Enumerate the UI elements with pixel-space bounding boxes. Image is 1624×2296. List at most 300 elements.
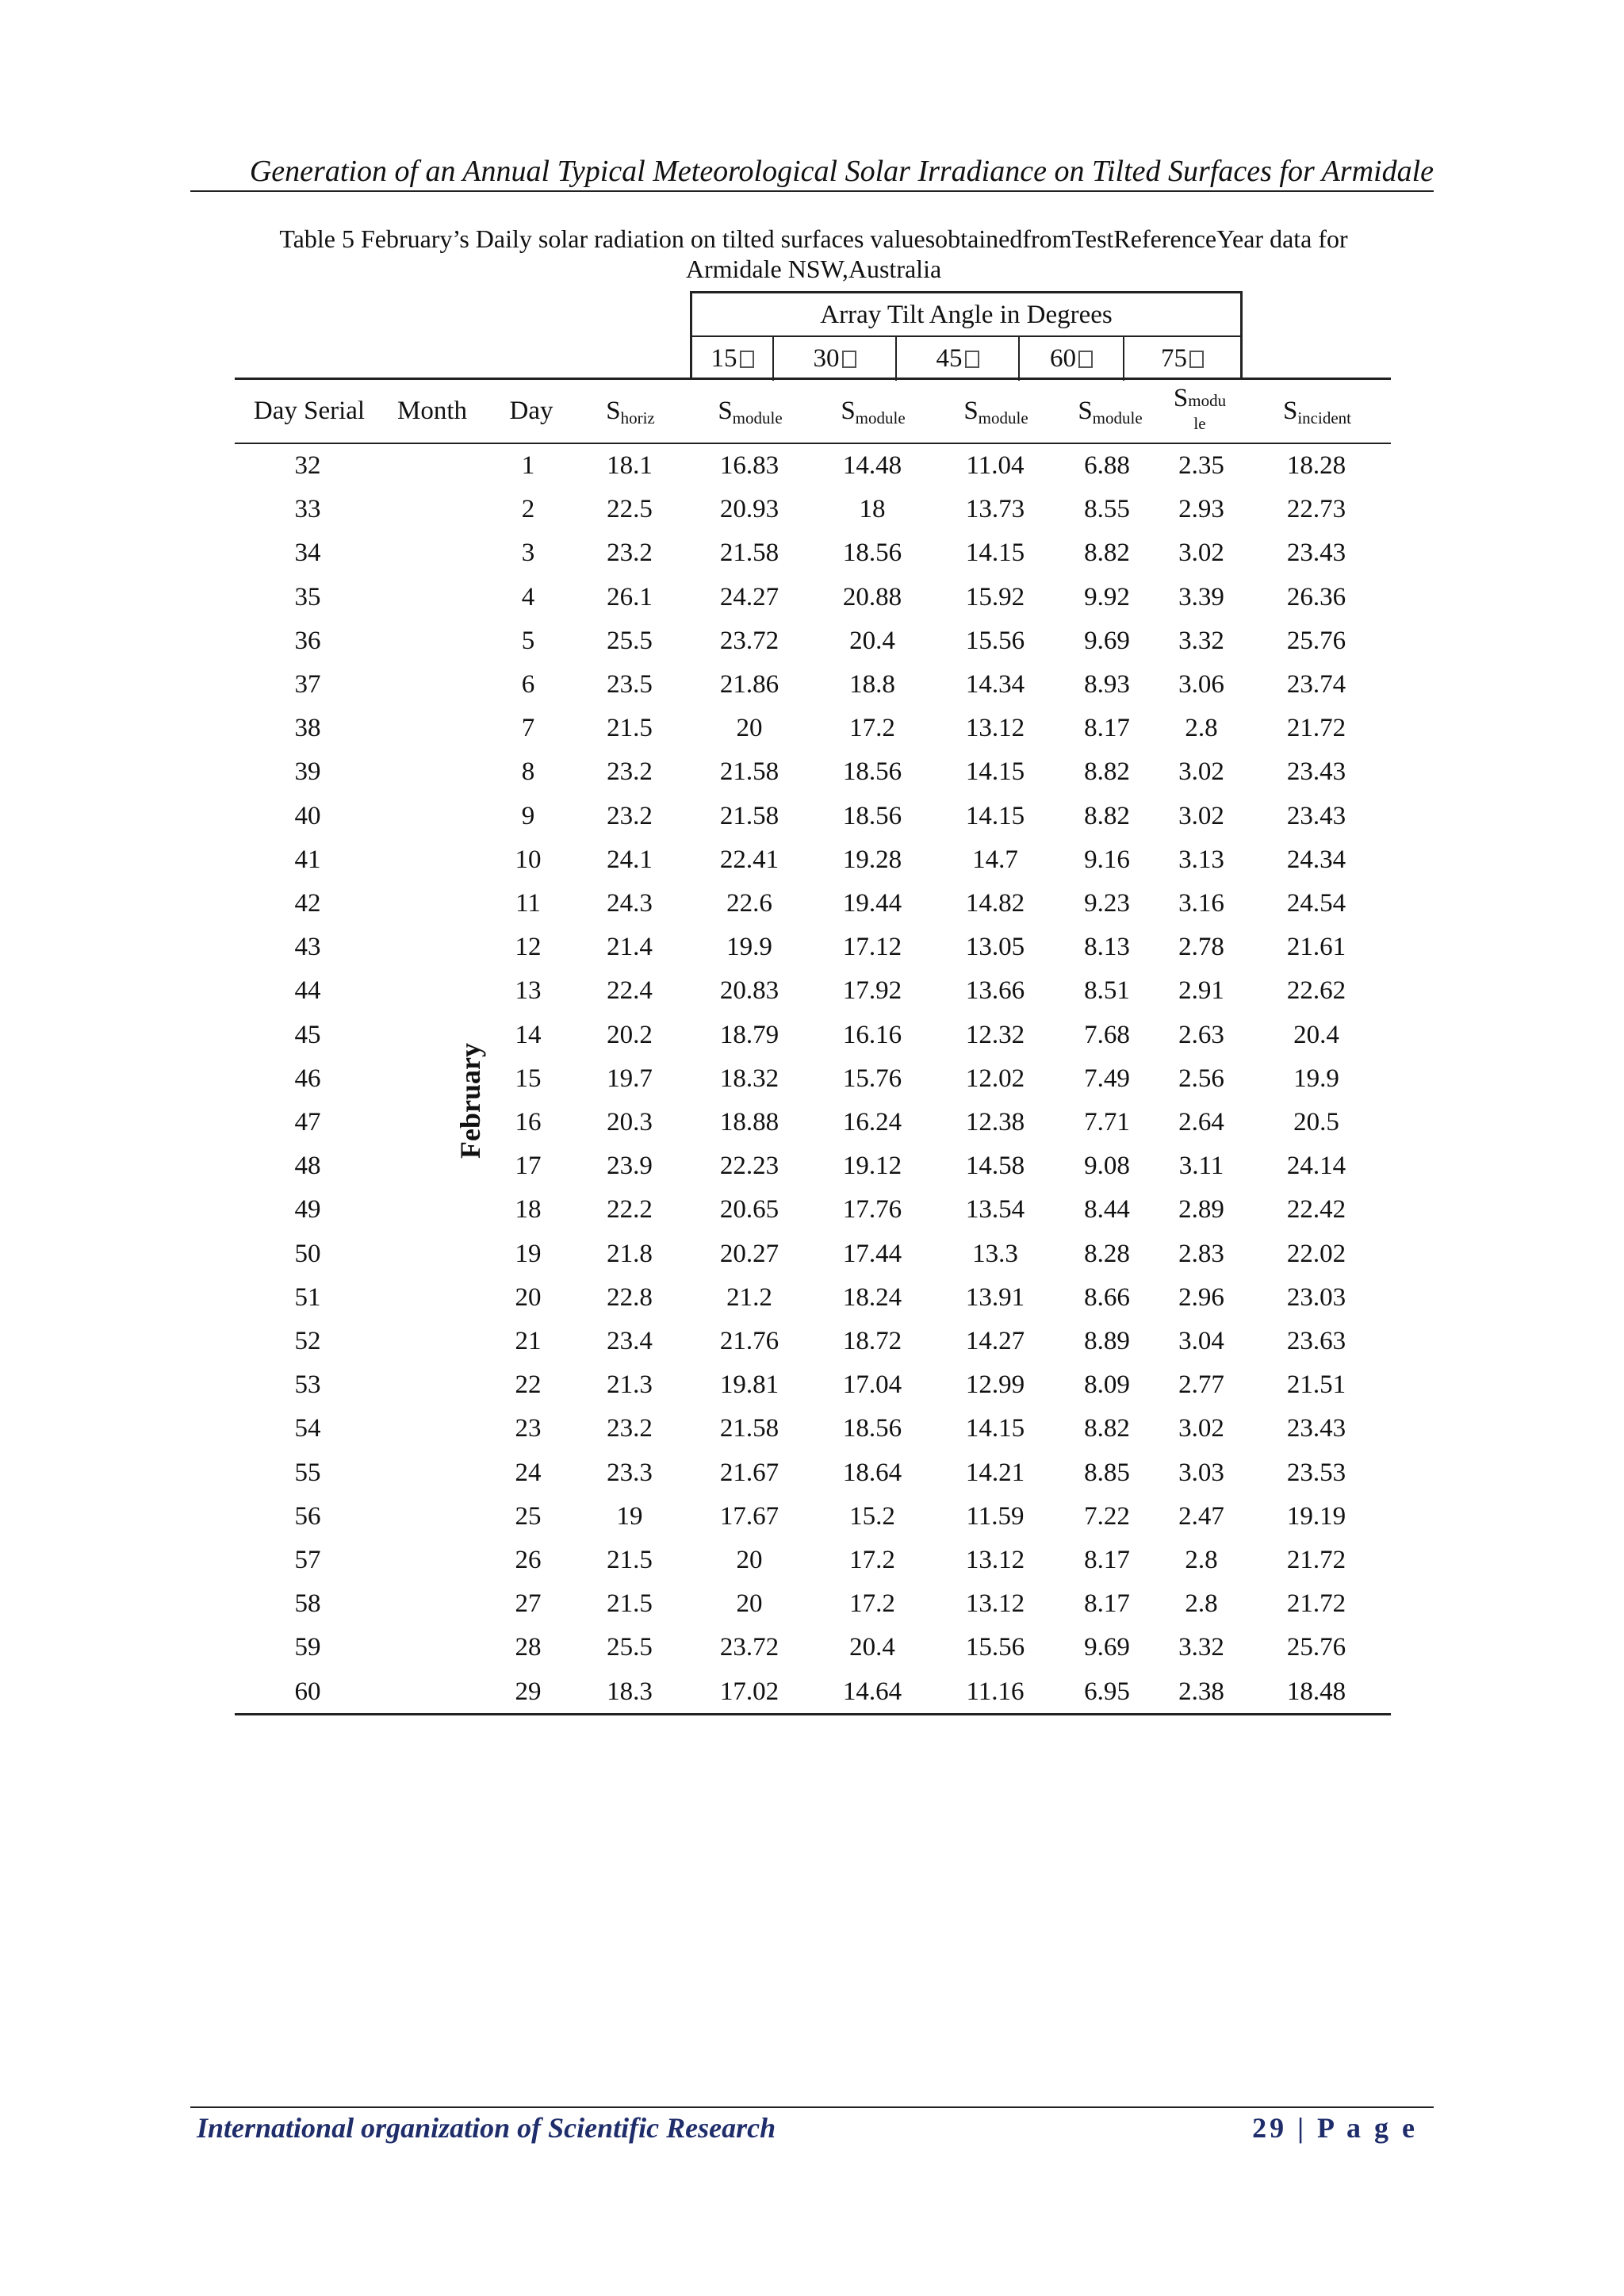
cell-s-horiz: 19.7	[607, 1064, 653, 1093]
cell-day: 8	[521, 757, 535, 787]
running-header: Generation of an Annual Typical Meteorological Solar Irradiance on Tilted Surfaces for Armidale	[249, 155, 1434, 188]
tilt-angle-45-value: 45	[936, 344, 963, 373]
cell-day: 13	[515, 976, 542, 1006]
tilt-angle-15	[692, 337, 772, 381]
cell-day-serial: 44	[294, 976, 321, 1006]
cell-day-serial: 53	[294, 1370, 321, 1400]
cell-s-module-75: 2.78	[1178, 933, 1224, 962]
table-row	[235, 750, 1391, 794]
cell-s-module-60: 8.82	[1084, 801, 1130, 830]
cell-s-horiz: 21.8	[607, 1239, 653, 1268]
s-incident-sub: incident	[1297, 408, 1351, 427]
cell-s-horiz: 23.9	[607, 1152, 653, 1181]
cell-s-horiz: 23.5	[607, 670, 653, 699]
cell-s-module-75: 2.38	[1178, 1677, 1224, 1706]
cell-s-module-45: 13.12	[965, 1589, 1025, 1619]
s-module-wrapped-sub-1: modu	[1188, 391, 1227, 410]
cell-s-module-30: 18.56	[842, 757, 902, 787]
column-header-day: Day	[509, 397, 553, 425]
cell-s-incident: 21.61	[1286, 933, 1346, 962]
cell-s-module-60: 8.17	[1084, 1546, 1130, 1574]
degree-glyph-icon	[740, 351, 754, 368]
cell-s-module-15: 23.72	[719, 626, 779, 655]
cell-s-module-75: 3.06	[1178, 670, 1224, 699]
cell-s-module-60: 8.17	[1084, 714, 1130, 743]
cell-s-module-60: 8.09	[1084, 1370, 1130, 1400]
column-header-month: Month	[396, 397, 467, 425]
s-module-sub: module	[855, 408, 906, 427]
cell-day-serial: 40	[294, 801, 321, 830]
cell-s-incident: 23.74	[1286, 670, 1346, 699]
cell-s-module-30: 18.64	[842, 1458, 902, 1487]
cell-s-incident: 23.43	[1286, 1414, 1346, 1443]
table-row	[235, 882, 1391, 926]
cell-s-module-30: 18.56	[842, 539, 902, 568]
cell-day-serial: 51	[294, 1282, 321, 1312]
cell-day-serial: 50	[294, 1239, 321, 1268]
cell-s-horiz: 22.4	[607, 976, 653, 1006]
cell-day-serial: 56	[294, 1501, 321, 1531]
cell-day: 7	[521, 714, 535, 743]
table-row	[235, 838, 1391, 882]
s-module-base: S	[1078, 397, 1093, 425]
cell-s-horiz: 20.2	[607, 1020, 653, 1049]
cell-day-serial: 60	[294, 1677, 321, 1706]
cell-day: 25	[515, 1501, 542, 1531]
cell-day-serial: 37	[294, 670, 321, 699]
cell-s-module-15: 21.76	[719, 1327, 779, 1355]
cell-day: 16	[515, 1108, 542, 1137]
cell-s-incident: 22.73	[1286, 495, 1346, 524]
cell-s-module-45: 14.58	[965, 1152, 1025, 1181]
cell-day-serial: 55	[294, 1458, 321, 1487]
cell-day-serial: 45	[294, 1020, 321, 1049]
cell-s-incident: 22.62	[1286, 976, 1346, 1006]
cell-s-module-45: 14.15	[965, 801, 1025, 830]
cell-s-module-45: 12.02	[965, 1064, 1025, 1093]
degree-glyph-icon	[1189, 351, 1204, 368]
cell-s-module-60: 8.89	[1084, 1327, 1130, 1355]
cell-s-module-15: 18.88	[719, 1108, 779, 1137]
cell-s-module-45: 13.91	[965, 1282, 1025, 1312]
cell-s-module-30: 17.44	[842, 1239, 902, 1268]
cell-s-module-15: 20	[736, 1589, 763, 1619]
table-row	[235, 1101, 1391, 1144]
cell-s-incident: 23.43	[1286, 801, 1346, 830]
tilt-angle-75	[1123, 337, 1240, 381]
cell-s-incident: 23.43	[1286, 539, 1346, 568]
tilt-angle-15-value: 15	[710, 344, 737, 373]
table-row	[235, 1582, 1391, 1626]
cell-s-module-30: 17.76	[842, 1195, 902, 1225]
s-module-sub: module	[978, 408, 1028, 427]
cell-s-horiz: 24.3	[607, 889, 653, 918]
cell-s-incident: 20.4	[1293, 1020, 1339, 1049]
cell-s-module-60: 9.92	[1084, 582, 1130, 611]
cell-s-incident: 25.76	[1286, 1633, 1346, 1662]
cell-s-module-60: 7.49	[1084, 1064, 1130, 1093]
cell-day: 6	[521, 670, 535, 699]
cell-day: 24	[515, 1458, 542, 1487]
cell-day-serial: 48	[294, 1152, 321, 1181]
cell-s-module-75: 2.93	[1178, 495, 1224, 524]
cell-s-module-60: 8.13	[1084, 933, 1130, 962]
cell-s-module-60: 9.08	[1084, 1152, 1130, 1181]
cell-s-module-75: 3.02	[1178, 801, 1224, 830]
tilt-angle-30	[772, 337, 895, 381]
cell-s-module-75: 2.89	[1178, 1195, 1224, 1225]
s-module-base: S	[718, 397, 733, 425]
cell-day-serial: 46	[294, 1064, 321, 1093]
cell-s-module-60: 8.82	[1084, 539, 1130, 568]
cell-s-module-60: 7.22	[1084, 1501, 1130, 1531]
s-horiz-sub: horiz	[620, 408, 655, 427]
cell-s-module-45: 15.92	[965, 582, 1025, 611]
cell-day-serial: 43	[294, 933, 321, 962]
tilt-angle-60	[1018, 337, 1123, 381]
cell-s-module-15: 20.27	[719, 1239, 779, 1268]
cell-s-module-15: 21.2	[726, 1282, 772, 1312]
cell-s-horiz: 22.5	[607, 495, 653, 524]
cell-s-module-60: 8.28	[1084, 1239, 1130, 1268]
cell-s-module-75: 2.77	[1178, 1370, 1224, 1400]
degree-glyph-icon	[842, 351, 856, 368]
table-top-rule	[235, 378, 1391, 380]
cell-s-module-60: 8.82	[1084, 757, 1130, 787]
cell-s-module-60: 9.69	[1084, 1633, 1130, 1662]
cell-s-module-60: 9.69	[1084, 626, 1130, 655]
cell-s-module-30: 14.48	[842, 451, 902, 480]
cell-s-horiz: 24.1	[607, 845, 653, 874]
cell-s-module-75: 3.11	[1178, 1152, 1224, 1181]
cell-day-serial: 59	[294, 1633, 321, 1662]
cell-s-module-15: 20	[736, 1546, 763, 1574]
cell-s-module-30: 18.8	[849, 670, 895, 699]
cell-s-module-60: 8.51	[1084, 976, 1130, 1006]
cell-s-horiz: 21.5	[607, 1546, 653, 1574]
cell-s-incident: 18.48	[1286, 1677, 1346, 1706]
cell-s-incident: 23.03	[1286, 1282, 1346, 1312]
cell-day: 14	[515, 1020, 542, 1049]
cell-s-horiz: 18.1	[607, 451, 653, 480]
cell-s-module-45: 13.05	[965, 933, 1025, 962]
cell-s-module-15: 21.86	[719, 670, 779, 699]
cell-day-serial: 35	[294, 582, 321, 611]
cell-s-module-45: 15.56	[965, 1633, 1025, 1662]
cell-s-module-75: 3.02	[1178, 539, 1224, 568]
s-module-wrapped-base: S	[1173, 384, 1189, 412]
column-header-day-serial: Day Serial	[253, 397, 366, 425]
cell-s-module-30: 19.28	[842, 845, 902, 874]
cell-s-module-60: 8.66	[1084, 1282, 1130, 1312]
cell-s-module-15: 17.67	[719, 1501, 779, 1531]
cell-s-module-75: 2.63	[1178, 1020, 1224, 1049]
cell-s-module-30: 16.16	[842, 1020, 902, 1049]
cell-s-module-15: 22.6	[726, 889, 772, 918]
cell-s-module-60: 7.71	[1084, 1108, 1130, 1137]
header-rule	[190, 190, 1434, 192]
cell-day: 5	[521, 626, 535, 655]
cell-s-module-75: 3.02	[1178, 757, 1224, 787]
month-label	[412, 1043, 486, 1159]
cell-s-incident: 23.43	[1286, 757, 1346, 787]
cell-s-module-15: 20.83	[719, 976, 779, 1006]
table-row	[235, 1188, 1391, 1232]
table-row	[235, 1014, 1391, 1057]
cell-s-module-15: 20.65	[719, 1195, 779, 1225]
cell-day: 20	[515, 1282, 542, 1312]
cell-s-module-15: 22.41	[719, 845, 779, 874]
cell-s-module-30: 17.04	[842, 1370, 902, 1400]
column-header-s-module-60	[1059, 392, 1162, 430]
cell-s-module-30: 20.88	[842, 582, 902, 611]
cell-s-module-30: 17.2	[849, 1589, 895, 1619]
cell-s-horiz: 23.2	[607, 801, 653, 830]
cell-day-serial: 49	[294, 1195, 321, 1225]
cell-s-incident: 24.14	[1286, 1152, 1346, 1181]
cell-day-serial: 47	[294, 1108, 321, 1137]
cell-s-module-60: 6.88	[1084, 451, 1130, 480]
cell-s-module-15: 21.58	[719, 1414, 779, 1443]
cell-s-module-60: 8.82	[1084, 1414, 1130, 1443]
cell-s-module-75: 3.13	[1178, 845, 1224, 874]
table-row	[235, 1320, 1391, 1363]
cell-day: 9	[521, 801, 535, 830]
cell-s-horiz: 20.3	[607, 1108, 653, 1137]
cell-s-incident: 23.63	[1286, 1327, 1346, 1355]
cell-s-module-75: 3.32	[1178, 1633, 1224, 1662]
table-row	[235, 1276, 1391, 1320]
cell-day: 17	[515, 1152, 542, 1181]
table-row	[235, 444, 1391, 488]
cell-s-module-45: 13.12	[965, 714, 1025, 743]
cell-day-serial: 34	[294, 539, 321, 568]
cell-s-module-15: 17.02	[719, 1677, 779, 1706]
cell-s-horiz: 21.3	[607, 1370, 653, 1400]
table-row	[235, 1539, 1391, 1582]
cell-s-module-45: 14.7	[972, 845, 1018, 874]
cell-s-module-75: 2.8	[1185, 714, 1218, 743]
cell-s-module-15: 16.83	[719, 451, 779, 480]
cell-s-horiz: 23.4	[607, 1327, 653, 1355]
table-row	[235, 1626, 1391, 1669]
cell-day-serial: 36	[294, 626, 321, 655]
cell-s-incident: 19.9	[1293, 1064, 1339, 1093]
cell-s-module-15: 20.93	[719, 495, 779, 524]
cell-s-module-30: 20.4	[849, 1633, 895, 1662]
cell-s-horiz: 23.2	[607, 1414, 653, 1443]
cell-day: 27	[515, 1589, 542, 1619]
cell-s-module-30: 15.2	[849, 1501, 895, 1531]
cell-s-module-75: 2.47	[1178, 1501, 1224, 1531]
cell-s-module-15: 19.81	[719, 1370, 779, 1400]
cell-day-serial: 33	[294, 495, 321, 524]
cell-s-horiz: 23.2	[607, 757, 653, 787]
cell-day-serial: 58	[294, 1589, 321, 1619]
cell-s-module-75: 3.32	[1178, 626, 1224, 655]
cell-s-incident: 21.51	[1286, 1370, 1346, 1400]
cell-s-horiz: 23.3	[607, 1458, 653, 1487]
cell-s-horiz: 22.2	[607, 1195, 653, 1225]
cell-s-module-75: 2.83	[1178, 1239, 1224, 1268]
cell-s-module-75: 3.16	[1178, 889, 1224, 918]
table-row	[235, 1495, 1391, 1539]
cell-s-module-75: 2.64	[1178, 1108, 1224, 1137]
cell-s-module-30: 18.72	[842, 1327, 902, 1355]
cell-s-module-75: 2.35	[1178, 451, 1224, 480]
cell-s-horiz: 19	[616, 1501, 643, 1531]
cell-s-module-75: 3.03	[1178, 1458, 1224, 1487]
cell-s-module-75: 3.02	[1178, 1414, 1224, 1443]
tilt-angle-75-value: 75	[1161, 344, 1187, 373]
cell-s-module-30: 17.92	[842, 976, 902, 1006]
column-header-s-module-30	[813, 392, 933, 430]
cell-s-module-45: 13.54	[965, 1195, 1025, 1225]
cell-s-module-15: 21.58	[719, 539, 779, 568]
cell-day: 4	[521, 582, 535, 611]
s-module-sub: module	[732, 408, 783, 427]
month-label-text: February	[454, 1043, 486, 1159]
column-header-s-incident	[1253, 392, 1381, 430]
cell-s-module-45: 14.15	[965, 539, 1025, 568]
cell-s-incident: 25.76	[1286, 626, 1346, 655]
s-incident-base: S	[1282, 397, 1298, 425]
cell-s-module-30: 19.44	[842, 889, 902, 918]
cell-s-module-45: 14.15	[965, 757, 1025, 787]
cell-day-serial: 39	[294, 757, 321, 787]
s-module-base: S	[841, 397, 856, 425]
table-row	[235, 619, 1391, 663]
cell-s-module-75: 2.8	[1185, 1546, 1218, 1574]
s-horiz-base: S	[606, 397, 621, 425]
cell-s-module-15: 21.58	[719, 801, 779, 830]
cell-s-module-15: 18.32	[719, 1064, 779, 1093]
column-header-s-module-15	[690, 392, 810, 430]
table-row	[235, 663, 1391, 707]
cell-s-module-75: 2.91	[1178, 976, 1224, 1006]
cell-s-incident: 19.19	[1286, 1501, 1346, 1531]
cell-s-module-30: 20.4	[849, 626, 895, 655]
cell-s-module-60: 6.95	[1084, 1677, 1130, 1706]
cell-s-module-60: 7.68	[1084, 1020, 1130, 1049]
table-row	[235, 531, 1391, 575]
cell-s-incident: 26.36	[1286, 582, 1346, 611]
cell-s-module-30: 17.2	[849, 714, 895, 743]
cell-s-module-45: 14.21	[965, 1458, 1025, 1487]
cell-s-module-45: 13.12	[965, 1546, 1025, 1574]
table-row	[235, 795, 1391, 838]
cell-s-incident: 24.54	[1286, 889, 1346, 918]
table-row	[235, 1407, 1391, 1451]
cell-s-module-15: 22.23	[719, 1152, 779, 1181]
cell-s-horiz: 23.2	[607, 539, 653, 568]
cell-s-module-45: 11.59	[966, 1501, 1025, 1531]
cell-s-module-60: 8.93	[1084, 670, 1130, 699]
table-row	[235, 1670, 1391, 1714]
cell-day: 12	[515, 933, 542, 962]
cell-s-module-30: 14.64	[842, 1677, 902, 1706]
cell-s-module-45: 12.99	[965, 1370, 1025, 1400]
cell-s-module-75: 2.56	[1178, 1064, 1224, 1093]
cell-s-module-30: 18.56	[842, 1414, 902, 1443]
table-row	[235, 1144, 1391, 1188]
cell-s-incident: 21.72	[1286, 1546, 1346, 1574]
cell-day: 19	[515, 1239, 542, 1268]
cell-s-incident: 20.5	[1293, 1108, 1339, 1137]
table-row	[235, 969, 1391, 1013]
cell-s-incident: 22.42	[1286, 1195, 1346, 1225]
tilt-angle-45	[895, 337, 1018, 381]
table-row	[235, 576, 1391, 619]
table-row	[235, 1363, 1391, 1407]
cell-s-module-30: 18.24	[842, 1282, 902, 1312]
table-row	[235, 1451, 1391, 1495]
cell-s-module-45: 15.56	[965, 626, 1025, 655]
cell-day: 29	[515, 1677, 542, 1706]
cell-s-module-30: 16.24	[842, 1108, 902, 1137]
cell-day: 21	[515, 1327, 542, 1355]
tilt-angle-60-value: 60	[1050, 344, 1076, 373]
cell-s-module-45: 14.15	[965, 1414, 1025, 1443]
cell-s-module-30: 17.2	[849, 1546, 895, 1574]
cell-s-module-45: 12.38	[965, 1108, 1025, 1137]
cell-day: 26	[515, 1546, 542, 1574]
cell-day-serial: 57	[294, 1546, 321, 1574]
cell-s-horiz: 21.5	[607, 1589, 653, 1619]
cell-s-module-15: 20	[736, 714, 763, 743]
cell-s-module-60: 8.17	[1084, 1589, 1130, 1619]
cell-day-serial: 42	[294, 889, 321, 918]
cell-day: 28	[515, 1633, 542, 1662]
degree-glyph-icon	[1078, 351, 1093, 368]
table-row	[235, 926, 1391, 969]
tilt-group-label: Array Tilt Angle in Degrees	[692, 293, 1240, 337]
cell-s-module-15: 24.27	[719, 582, 779, 611]
cell-s-module-30: 19.12	[842, 1152, 902, 1181]
cell-s-module-45: 14.82	[965, 889, 1025, 918]
cell-s-module-45: 14.34	[965, 670, 1025, 699]
cell-day: 18	[515, 1195, 542, 1225]
table-row	[235, 488, 1391, 531]
cell-s-module-45: 11.16	[966, 1677, 1025, 1706]
cell-day-serial: 54	[294, 1414, 321, 1443]
degree-glyph-icon	[965, 351, 979, 368]
cell-s-horiz: 18.3	[607, 1677, 653, 1706]
cell-s-module-30: 15.76	[842, 1064, 902, 1093]
cell-s-module-45: 13.73	[965, 495, 1025, 524]
cell-s-module-15: 21.58	[719, 757, 779, 787]
tilt-angle-30-value: 30	[813, 344, 840, 373]
table-caption: Table 5 February’s Daily solar radiation on tilted surfaces valuesobtainedfromTestReferenceYear data for Armidale NSW,Australia	[279, 224, 1348, 283]
cell-s-horiz: 25.5	[607, 626, 653, 655]
cell-s-incident: 24.34	[1286, 845, 1346, 874]
cell-s-module-75: 2.96	[1178, 1282, 1224, 1312]
cell-day: 10	[515, 845, 542, 874]
cell-s-module-45: 12.32	[965, 1020, 1025, 1049]
cell-day: 3	[521, 539, 535, 568]
cell-s-module-45: 13.3	[972, 1239, 1018, 1268]
cell-s-module-60: 8.85	[1084, 1458, 1130, 1487]
cell-s-horiz: 26.1	[607, 582, 653, 611]
cell-day: 1	[521, 451, 535, 480]
cell-s-module-15: 19.9	[726, 933, 772, 962]
footer-rule	[190, 2106, 1434, 2108]
cell-s-horiz: 21.4	[607, 933, 653, 962]
cell-day: 22	[515, 1370, 542, 1400]
table-bottom-rule	[235, 1713, 1391, 1715]
cell-s-module-15: 18.79	[719, 1020, 779, 1049]
cell-s-module-45: 14.27	[965, 1327, 1025, 1355]
